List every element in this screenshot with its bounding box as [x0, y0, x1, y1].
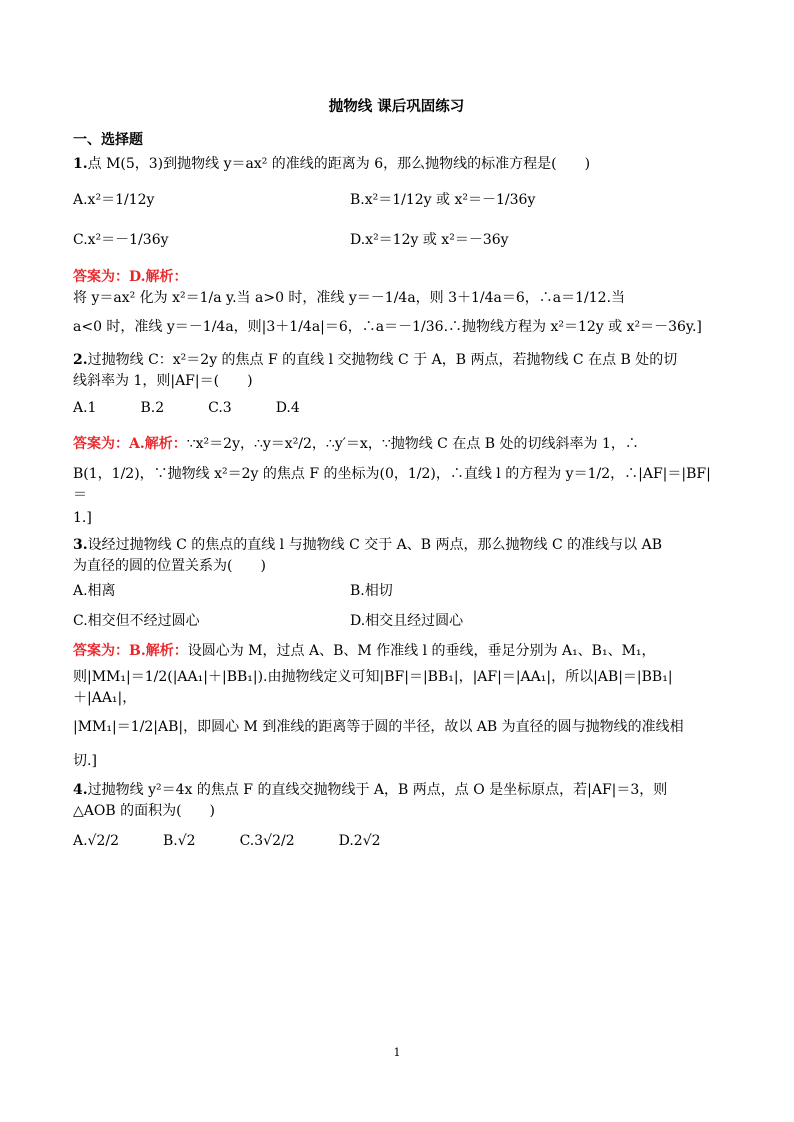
- question-4-stem-line1: 4.过抛物线 y²＝4x 的焦点 F 的直线交抛物线于 A，B 两点，点 O 是坐标原点，若|AF|＝3，则: [73, 781, 668, 798]
- answer-2-line2: B(1，1/2)，∵抛物线 x²＝2y 的焦点 F 的坐标为(0，1/2)，∴直线 l 的方程为 y＝1/2，∴|AF|＝|BF|＝: [73, 465, 711, 503]
- option-a: A.√2/2: [73, 833, 120, 850]
- option-b: B.2: [140, 400, 165, 417]
- answer-2-line3: 1.]: [73, 510, 92, 527]
- option-d: D.4: [275, 400, 300, 417]
- question-2: [73, 350, 720, 532]
- option-a: A.相离: [73, 583, 116, 600]
- option-c: C.x²＝－1/36y: [73, 232, 169, 249]
- question-4-options: [73, 822, 720, 862]
- document-title: 抛物线 课后巩固练习: [328, 98, 465, 115]
- option-a: A.x²＝1/12y: [73, 192, 155, 209]
- option-c: C.3: [208, 400, 232, 417]
- question-4: [73, 780, 720, 862]
- answer-key: A.解析：: [129, 436, 187, 453]
- question-number: 1.: [73, 155, 88, 172]
- answer-2-line1: 答案为： A.解析： ∵x²＝2y，∴y＝x²/2，∴y′＝x，∵抛物线 C 在点 B 处的切线斜率为 1，∴: [73, 426, 720, 464]
- answer-1-line2: a<0 时，准线 y＝－1/4a，则|3＋1/4a|＝6，∴a＝－1/36.∴抛物线方程为 x²＝12y 或 x²＝－36y.]: [73, 319, 702, 336]
- page-number: 1: [393, 1046, 401, 1059]
- question-3-stem-line2: 为直径的圆的位置关系为( ): [73, 557, 266, 574]
- option-a: A.1: [73, 400, 97, 417]
- question-1-options-row1: [73, 181, 720, 221]
- answer-1-line1: 答案为： D.解析： 将 y＝ax² 化为 x²＝1/a y.当 a>0 时，准线 y＝－1/4a，则 3＋1/4a＝6，∴a＝1/12.当: [73, 268, 626, 306]
- question-3: [73, 535, 720, 777]
- question-number: 3.: [73, 536, 88, 553]
- question-number: 4.: [73, 781, 88, 798]
- question-2-stem-line2: 线斜率为 1，则|AF|＝( ): [73, 372, 253, 389]
- option-c: C.相交但不经过圆心: [73, 613, 200, 630]
- option-b: B.相切: [350, 583, 393, 600]
- question-3-options-row1: [73, 577, 720, 607]
- question-1: [73, 154, 720, 347]
- answer-key: D.解析：: [129, 268, 188, 285]
- answer-label: 答案为：: [73, 643, 129, 660]
- question-3-stem-line1: 3.设经过抛物线 C 的焦点的直线 l 与抛物线 C 交于 A、B 两点，那么抛物线 C 的准线与以 AB: [73, 536, 662, 553]
- option-d: D.x²＝12y 或 x²＝－36y: [350, 232, 509, 249]
- answer-3-line4: 切.]: [73, 753, 97, 770]
- question-2-options: [73, 392, 720, 426]
- option-d: D.2√2: [338, 833, 381, 850]
- answer-3-line1: 答案为： B.解析： 设圆心为 M，过点 A、B、M 作准线 l 的垂线，垂足分别为 A₁、B₁、M₁，: [73, 637, 720, 667]
- section-heading: 一、选择题: [73, 131, 143, 148]
- option-c: C.3√2/2: [239, 833, 295, 850]
- question-number: 2.: [73, 351, 88, 368]
- option-b: B.x²＝1/12y 或 x²＝－1/36y: [350, 192, 536, 209]
- answer-3-line3: |MM₁|＝1/2|AB|，即圆心 M 到准线的距离等于圆的半径，故以 AB 为直径的圆与抛物线的准线相: [73, 719, 684, 736]
- option-b: B.√2: [163, 833, 196, 850]
- answer-3-line2: 则|MM₁|＝1/2(|AA₁|＋|BB₁|).由抛物线定义可知|BF|＝|BB₁|，|AF|＝|AA₁|，所以|AB|＝|BB₁|＋|AA₁|，: [73, 668, 673, 706]
- answer-label: 答案为：: [73, 436, 129, 453]
- question-4-stem-line2: △AOB 的面积为( ): [73, 802, 216, 819]
- question-2-stem-line1: 2.过抛物线 C：x²＝2y 的焦点 F 的直线 l 交抛物线 C 于 A，B 两点，若抛物线 C 在点 B 处的切: [73, 351, 678, 368]
- question-1-stem: 1.点 M(5，3)到抛物线 y＝ax² 的准线的距离为 6，那么抛物线的标准方程是( ): [73, 155, 591, 172]
- answer-key: B.解析：: [129, 643, 188, 660]
- question-1-options-row2: [73, 221, 720, 261]
- question-3-options-row2: [73, 607, 720, 637]
- answer-label: 答案为：: [73, 268, 129, 285]
- option-d: D.相交且经过圆心: [350, 613, 464, 630]
